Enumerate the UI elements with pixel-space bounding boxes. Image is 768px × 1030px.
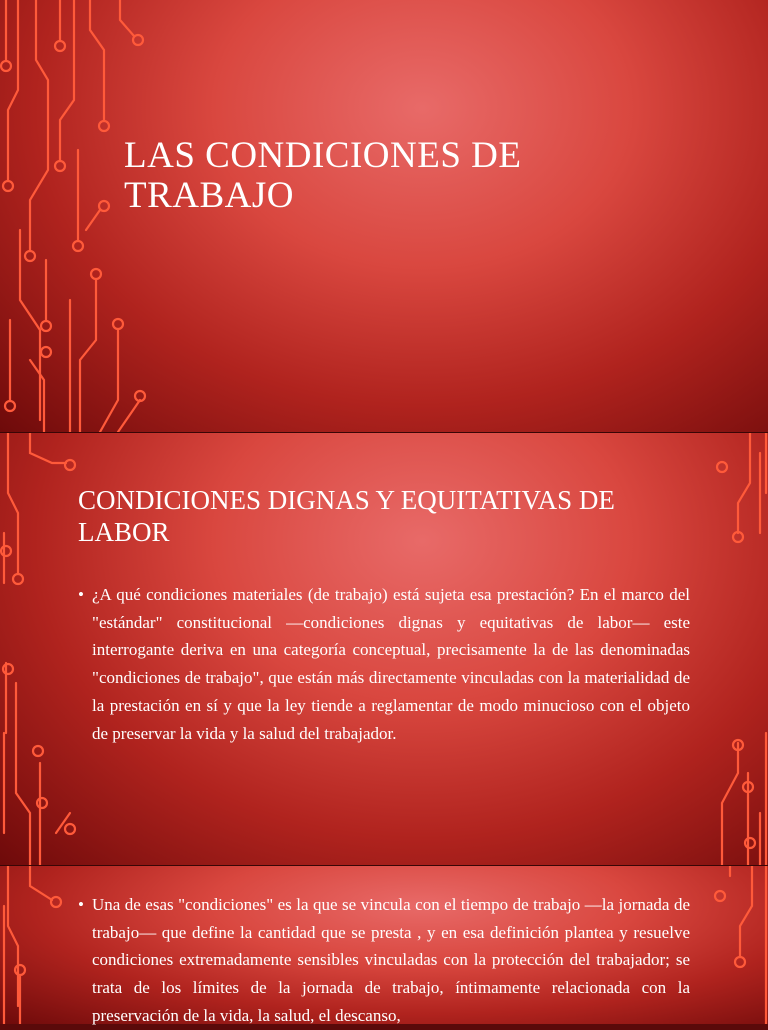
bullet-text: Una de esas "condiciones" es la que se vincula con el tiempo de trabajo —la jornada de trabajo— que define la cantidad que se presta , y en esa definición plantea y resuelve condiciones extremadamente sensibles vinculadas con la protección del trabajador; se trata de los límites de la jornada de trabajo, íntimamente relacionada con la preservación de la vida, la salud, el descanso, <box>92 895 690 1025</box>
bullet-item <box>78 891 690 1030</box>
title-slide <box>0 0 768 432</box>
slide-title: CONDICIONES DIGNAS Y EQUITATIVAS DE LABOR <box>78 485 615 547</box>
circuit-pattern-right <box>690 433 768 865</box>
circuit-pattern-left <box>0 433 90 865</box>
bullet-marker: • <box>78 585 84 604</box>
bullet-marker: • <box>78 895 84 914</box>
circuit-pattern-left <box>0 0 160 432</box>
bullet-item <box>78 581 690 747</box>
slide-title: LAS CONDICIONES DE TRABAJO <box>124 135 522 216</box>
bullet-text: ¿A qué condiciones materiales (de trabajo) está sujeta esa prestación? En el marco del "estándar" constitucional —condiciones dignas y equitativas de labor— este interrogante deriva en una categoría conceptual, precisamente la de las denominadas "condiciones de trabajo", que están más directamente vinculadas con la materialidad de la prestación en sí y que la ley tiende a reglamentar de modo minucioso con el objeto de preservar la vida y la salud del trabajador. <box>92 585 690 743</box>
circuit-pattern-left <box>0 866 70 1024</box>
circuit-pattern-right <box>700 866 768 1024</box>
